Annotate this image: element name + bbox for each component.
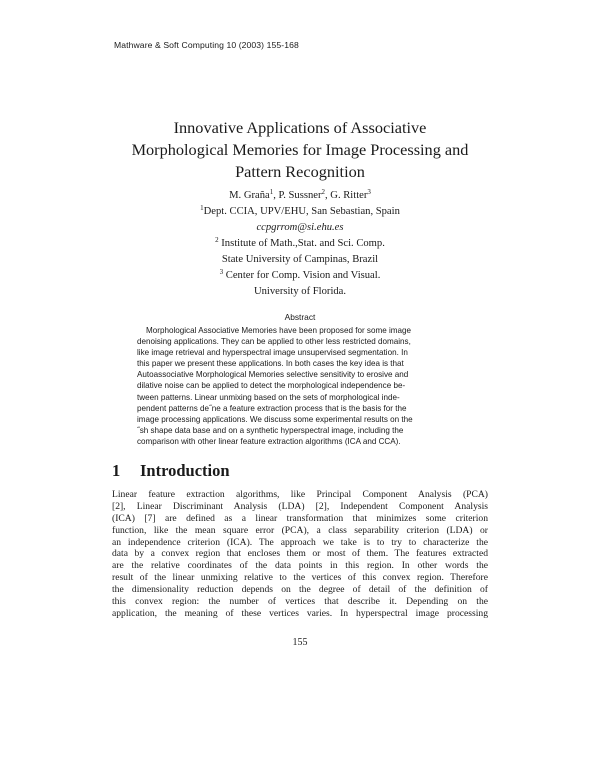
author-name: M. Graña <box>229 190 270 201</box>
affiliation-3 <box>120 268 480 284</box>
abstract-line: this paper we present these applications. In both cases the key idea is that <box>137 359 404 369</box>
affiliation-marker: 3 <box>367 188 371 196</box>
author-block <box>120 188 480 300</box>
body-line: an independence criterion (ICA). The approach we take is to try to characterize the <box>112 536 488 548</box>
title-line: Innovative Applications of Associative <box>173 118 427 137</box>
abstract-heading: Abstract <box>284 312 316 322</box>
abstract-line: like image retrieval and hyperspectral image unsupervised segmentation. In <box>137 348 408 358</box>
abstract-line: Morphological Associative Memories have been proposed for some image <box>146 326 411 335</box>
body-line: [2], Linear Discriminant Analysis (LDA) [2], Independent Component Analysis <box>112 500 488 512</box>
abstract-line: ˝sh shape data base and on a synthetic hyperspectral image, including the <box>137 425 404 435</box>
section-heading <box>112 461 230 481</box>
title-line: Morphological Memories for Image Processing and <box>131 140 469 159</box>
affiliation-2-line2: State University of Campinas, Brazil <box>221 254 379 265</box>
abstract-line: Autoassociative Morphological Memories selective sensitivity to erosive and <box>137 370 409 380</box>
affiliation-text: Institute of Math.,Stat. and Sci. Comp. <box>218 238 385 249</box>
affiliation-marker: 2 <box>215 236 219 244</box>
body-line: function, like the mean square error (PCA), a class separability criterion (LDA) or <box>112 524 488 536</box>
paper-title <box>100 117 500 183</box>
body-line: (ICA) [7] are defined as a linear transformation that minimizes some criterion <box>112 512 488 524</box>
body-line: application, the meaning of these vertices varies. In hyperspectral image processing <box>112 607 488 619</box>
body-paragraph <box>112 489 488 620</box>
affiliation-text: Dept. CCIA, UPV/EHU, San Sebastian, Spain <box>203 206 400 217</box>
affiliation-marker: 3 <box>219 268 224 276</box>
affiliation-1 <box>120 204 480 220</box>
abstract-line: image processing applications. We discuss some experimental results on the <box>137 414 413 424</box>
abstract-line: comparison with other linear feature extraction algorithms (ICA and CCA). <box>137 436 401 446</box>
affiliation-marker: 1 <box>200 204 204 212</box>
body-line: Linear feature extraction algorithms, like Principal Component Analysis (PCA) <box>112 489 488 500</box>
affiliation-3-line2: University of Florida. <box>253 286 347 297</box>
page-number: 155 <box>292 637 308 648</box>
section-number: 1 <box>112 461 121 480</box>
author-names <box>120 188 480 204</box>
body-line: data by a convex region that encloses them or most of them. The features extracted <box>112 548 488 560</box>
body-line: result of the linear unmixing relative to the vertices of this convex region. Therefore <box>112 572 488 584</box>
author-name: , P. Sussner <box>273 190 322 201</box>
author-name: , G. Ritter <box>325 190 368 201</box>
body-line: the dimensionality reduction depends on the degree of detail of the definition of <box>112 584 488 596</box>
abstract-line: dilative noise can be applied to detect the morphological independence be- <box>137 381 406 391</box>
abstract-line: denoising applications. They can be applied to other less restricted domains, <box>137 337 411 347</box>
author-email: ccpgrrom@si.ehu.es <box>256 222 344 233</box>
abstract-line: pendent patterns de˝ne a feature extraction process that is the basis for the <box>137 403 407 413</box>
title-line: Pattern Recognition <box>235 162 365 181</box>
affiliation-2 <box>120 236 480 252</box>
section-title: Introduction <box>140 461 230 480</box>
affiliation-marker: 1 <box>269 188 274 196</box>
body-line: are the relative coordinates of the data points in this region. In other words the <box>112 560 488 572</box>
journal-header: Mathware & Soft Computing 10 (2003) 155-168 <box>114 40 299 50</box>
abstract-line: tween patterns. Linear unmixing based on the sets of morphological inde- <box>137 392 400 402</box>
affiliation-marker: 2 <box>321 188 325 196</box>
affiliation-text: Center for Comp. Vision and Visual. <box>223 270 381 281</box>
body-line: this convex region: the number of vertices that describe it. Depending on the <box>112 596 488 608</box>
abstract-text <box>137 325 462 447</box>
